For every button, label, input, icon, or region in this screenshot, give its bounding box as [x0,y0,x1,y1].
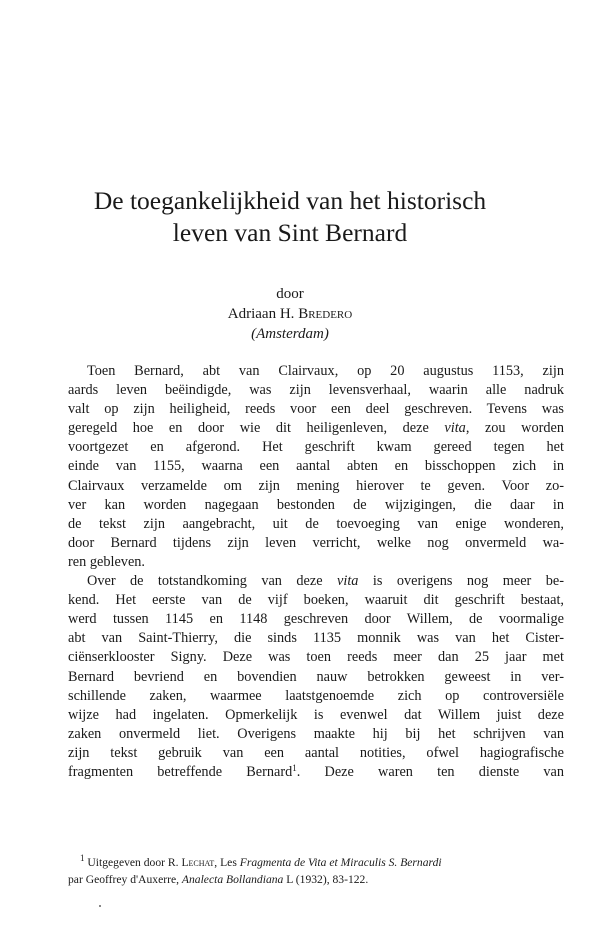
body-line: Toen Bernard, abt van Clairvaux, op 20 augustus 1153, zijn [87,363,564,379]
body-line: ver kan worden nagegaan bestonden de wijzigingen, die daar in [68,496,564,513]
article-title-line-2: leven van Sint Bernard [172,218,408,247]
author-location: (Amsterdam) [251,326,329,342]
body-line: door Bernard tijdens zijn leven verricht, welke nog onvermeld wa- [68,534,564,551]
body-line: werd tussen 1145 en 1148 geschreven door Willem, de voormalige [68,611,564,628]
footnote-number: 1 [80,853,85,863]
body-line: einde van 1155, waarna een aantal abten en bisschoppen zich in [68,458,564,475]
body-line [68,763,564,782]
body-line: de tekst zijn aangebracht, uit de toevoeging van enige wonderen, [68,515,564,532]
footnote-author: Lechat [181,856,215,869]
body-line: zaken onvermeld liet. Overigens maakte hij bij het schrijven van [68,725,564,742]
body-line-text: . Deze waren ten dienste van [296,763,564,780]
body-line: Over de totstandkoming van deze vita is overigens nog meer be- [87,573,565,590]
article-title-line-1: De toegankelijkheid van het historisch [93,186,487,215]
body-line: voortgezet en afgerond. Het geschrift kwam gereed tegen het [68,439,564,456]
body-line: aards leven beëindigde, was zijn levensverhaal, waarin alle nadruk [68,382,564,399]
body-line: Clairvaux verzamelde om zijn mening hierover te geven. Voor zo- [68,477,564,494]
body-line: schillende zaken, waarmee laatstgenoemde zich op controversiële [68,687,564,704]
footnote-line: par Geoffrey d'Auxerre, Analecta Bollandiana L (1932), 83-122. [68,872,369,886]
author-first-name: Adriaan H. [227,306,299,322]
body-line-text: fragmenten betreffende Bernard [68,763,293,780]
body-line: zijn tekst gebruik van een aantal notities, ofwel hagiografische [68,744,564,761]
footnote-reference[interactable]: 1 [292,762,297,773]
author-surname: Bredero [298,306,353,322]
footnote-journal: Analecta Bollandiana [181,872,284,886]
author-name [50,304,530,324]
body-line: ciënserklooster Signy. Deze was toen reeds meer dan 25 jaar met [68,649,564,666]
byline-door: door [276,286,304,302]
footnote-work-title: Fragmenta de Vita et Miraculis S. Bernardi [239,856,442,869]
footnote [68,855,564,888]
body-line: geregeld hoe en door wie dit heiligenleven, deze vita, zou worden [68,420,564,437]
footnote-line: $^1$ Uitgegeven door R. Lechat, Les Fragmenta de Vita et Miraculis S. Bernardi [80,853,442,869]
body-line: kend. Het eerste van de vijf boeken, waaruit dit geschrift bestaat, [68,592,564,609]
body-line: wijze had ingelaten. Opmerkelijk is evenwel dat Willem juist deze [68,706,564,723]
body-line: abt van Saint-Thierry, die sinds 1135 monnik was van het Cister- [68,630,564,647]
body-line: valt op zijn heiligheid, reeds voor een deel geschreven. Tevens was [68,401,564,418]
body-line: ren gebleven. [68,553,146,570]
body-text [68,362,564,782]
body-line: Bernard bevriend en bovendien nauw betrokken geweest in ver- [68,668,564,685]
scan-speck [99,905,101,907]
